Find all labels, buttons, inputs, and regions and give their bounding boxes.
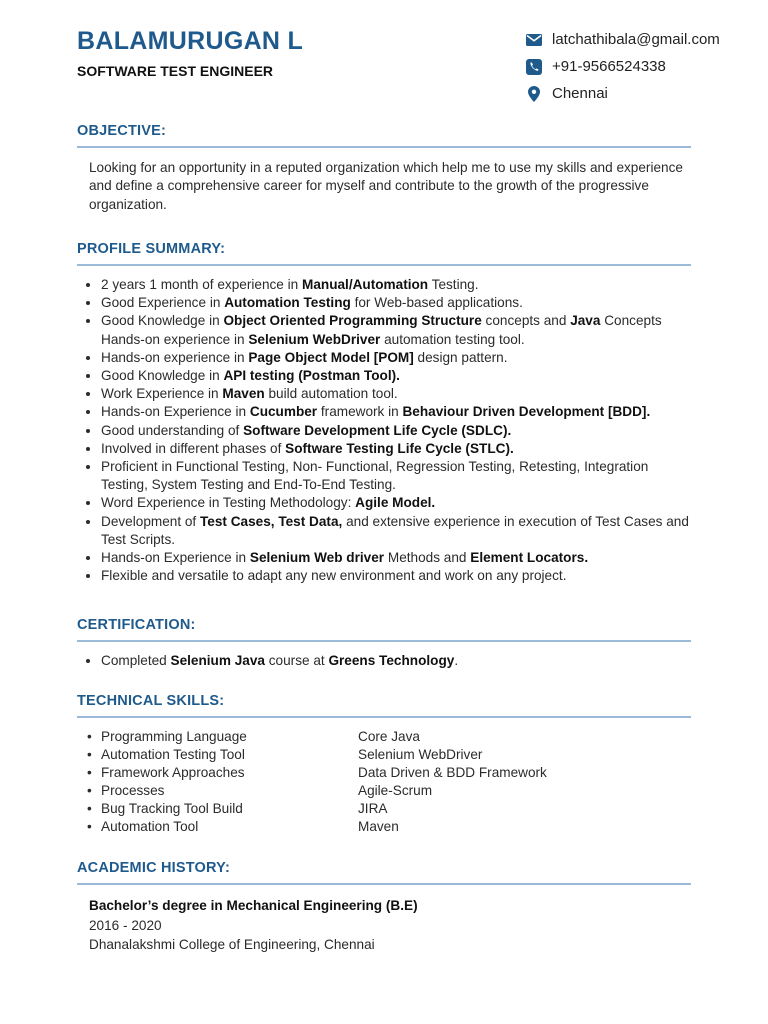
profile-summary-item-text: Page Object Model [POM]	[248, 349, 414, 365]
profile-summary-item	[101, 494, 691, 512]
profile-summary-item-text: Agile Model.	[355, 495, 436, 511]
location-pin-icon	[526, 86, 542, 102]
profile-summary-item-text: API testing (Postman Tool).	[223, 368, 400, 384]
technical-skills-section	[77, 693, 691, 837]
profile-summary-item-text: Hands-on Experience in	[101, 550, 250, 566]
profile-summary-item-text: for Web-based applications.	[350, 295, 523, 311]
profile-summary-item-text: Object Oriented Programming Structure	[223, 313, 482, 329]
profile-summary-item	[101, 294, 691, 312]
degree-name: Bachelor’s degree in Mechanical Engineering (B.E)	[89, 898, 418, 913]
profile-summary-item-text: Hands-on experience in	[101, 349, 249, 365]
skill-category: • Processes	[101, 783, 165, 799]
profile-summary-item	[101, 567, 691, 585]
skill-row	[77, 782, 691, 800]
profile-summary-heading: PROFILE SUMMARY:	[77, 241, 691, 266]
phone-icon	[526, 59, 542, 75]
institution-name: Dhanalakshmi College of Engineering, Chennai	[89, 937, 375, 952]
objective-text: Looking for an opportunity in a reputed organization which help me to use my skills and experience and define a comprehensive career for myself and contribute to the growth of the progressive organization.	[89, 160, 683, 212]
profile-summary-item-text: automation testing tool.	[380, 331, 525, 347]
profile-summary-item-text: Element Locators.	[470, 550, 589, 566]
certification-heading: CERTIFICATION:	[77, 617, 691, 642]
certification-list	[77, 652, 691, 670]
profile-summary-item	[101, 276, 691, 294]
profile-summary-item-text: Software Testing Life Cycle (STLC).	[285, 440, 514, 456]
certification-section	[77, 617, 691, 670]
skill-value: Data Driven & BDD Framework	[358, 765, 547, 781]
skill-category: • Programming Language	[101, 729, 247, 744]
skill-value: Core Java	[358, 729, 420, 744]
location-text: Chennai	[552, 85, 608, 102]
profile-summary-item	[101, 403, 691, 421]
skill-category: • Bug Tracking Tool Build	[101, 801, 243, 817]
profile-summary-item-text: concepts and	[481, 313, 571, 329]
objective-section	[77, 123, 691, 214]
skill-category: • Automation Tool	[101, 819, 199, 835]
profile-summary-item-text: Methods and	[384, 550, 471, 566]
profile-summary-item-text: Software Development Life Cycle (SDLC).	[243, 422, 512, 438]
profile-summary-item	[101, 458, 691, 494]
profile-summary-item-text: Good understanding of	[101, 422, 244, 438]
technical-skills-list	[77, 728, 691, 837]
profile-summary-item-text: Automation Testing	[224, 295, 351, 311]
contact-block	[526, 26, 720, 107]
degree-years: 2016 - 2020	[89, 917, 162, 933]
profile-summary-item-text: Development of	[101, 513, 200, 529]
profile-summary-item-text: Cucumber	[249, 404, 318, 420]
skill-category: • Automation Testing Tool	[101, 747, 245, 763]
certification-item-text: Greens Technology	[328, 653, 455, 668]
profile-summary-item-text: Word Experience in Testing Methodology:	[101, 495, 356, 511]
skill-row	[77, 728, 691, 746]
objective-heading: OBJECTIVE:	[77, 123, 691, 148]
academic-history-section	[77, 860, 691, 955]
certification-item	[101, 652, 691, 670]
profile-summary-item-text: Flexible and versatile to adapt any new environment and work on any project.	[101, 568, 567, 584]
profile-summary-item-text: Manual/Automation	[302, 277, 429, 292]
profile-summary-item-text: Good Experience in	[101, 295, 225, 311]
certification-item-text: .	[454, 653, 459, 668]
technical-skills-heading: TECHNICAL SKILLS:	[77, 693, 691, 718]
profile-summary-item	[101, 422, 691, 440]
education-entry	[89, 896, 691, 955]
profile-summary-item-text: Maven	[222, 386, 265, 402]
job-title: SOFTWARE TEST ENGINEER	[77, 63, 274, 79]
skill-value: JIRA	[358, 801, 388, 817]
profile-summary-item-text: 2 years 1 month of experience in	[101, 277, 302, 292]
profile-summary-item-text: Concepts Hands-on experience in	[101, 313, 662, 347]
profile-summary-item-text: Selenium WebDriver	[248, 331, 381, 347]
mail-icon	[526, 32, 542, 48]
profile-summary-item	[101, 549, 691, 567]
profile-summary-list	[77, 276, 691, 585]
profile-summary-item	[101, 367, 691, 385]
skill-value: Agile-Scrum	[358, 783, 433, 799]
profile-summary-item	[101, 385, 691, 403]
skill-value: Maven	[358, 819, 399, 835]
profile-summary-item-text: Test Cases, Test Data,	[200, 513, 343, 529]
email-text[interactable]: latchathibala@gmail.com	[552, 31, 720, 48]
profile-summary-item-text: Good Knowledge in	[101, 313, 224, 329]
skill-row	[77, 746, 691, 764]
profile-summary-item-text: Selenium Web driver	[249, 550, 385, 566]
profile-summary-item-text: design pattern.	[413, 349, 508, 365]
contact-phone	[526, 53, 720, 80]
certification-item-text: Completed	[101, 653, 171, 668]
profile-summary-item	[101, 312, 691, 348]
skill-row	[77, 800, 691, 818]
profile-summary-item	[101, 349, 691, 367]
phone-text: +91-9566524338	[552, 58, 666, 75]
profile-summary-section	[77, 241, 691, 585]
academic-history-heading: ACADEMIC HISTORY:	[77, 860, 691, 885]
certification-item-text: Selenium Java	[170, 653, 265, 668]
certification-item-text: course at	[264, 653, 329, 668]
skill-category: • Framework Approaches	[101, 765, 245, 781]
profile-summary-item-text: Work Experience in	[101, 386, 223, 402]
profile-summary-item-text: Behaviour Driven Development [BDD].	[402, 404, 651, 420]
profile-summary-item-text: Testing.	[428, 277, 479, 292]
profile-summary-item	[101, 513, 691, 549]
profile-summary-item-text: Proficient in Functional Testing, Non- Functional, Regression Testing, Retesting, Integration Testing, System Testing and End-To-End Testing.	[101, 459, 649, 493]
profile-summary-item-text: Good Knowledge in	[101, 368, 224, 384]
profile-summary-item-text: Java	[570, 313, 601, 329]
profile-summary-item-text: Hands-on Experience in	[101, 404, 250, 420]
profile-summary-item-text: framework in	[317, 404, 403, 420]
skill-row	[77, 764, 691, 782]
candidate-name: BALAMURUGAN L	[77, 27, 304, 55]
profile-summary-item	[101, 440, 691, 458]
skill-row	[77, 818, 691, 836]
profile-summary-item-text: build automation tool.	[264, 386, 398, 402]
contact-email	[526, 26, 720, 53]
skill-value: Selenium WebDriver	[358, 747, 483, 763]
contact-location	[526, 80, 720, 107]
profile-summary-item-text: Involved in different phases of	[101, 440, 286, 456]
profile-summary-item-text: and extensive experience in execution of Test Cases and Test Scripts.	[101, 513, 689, 547]
